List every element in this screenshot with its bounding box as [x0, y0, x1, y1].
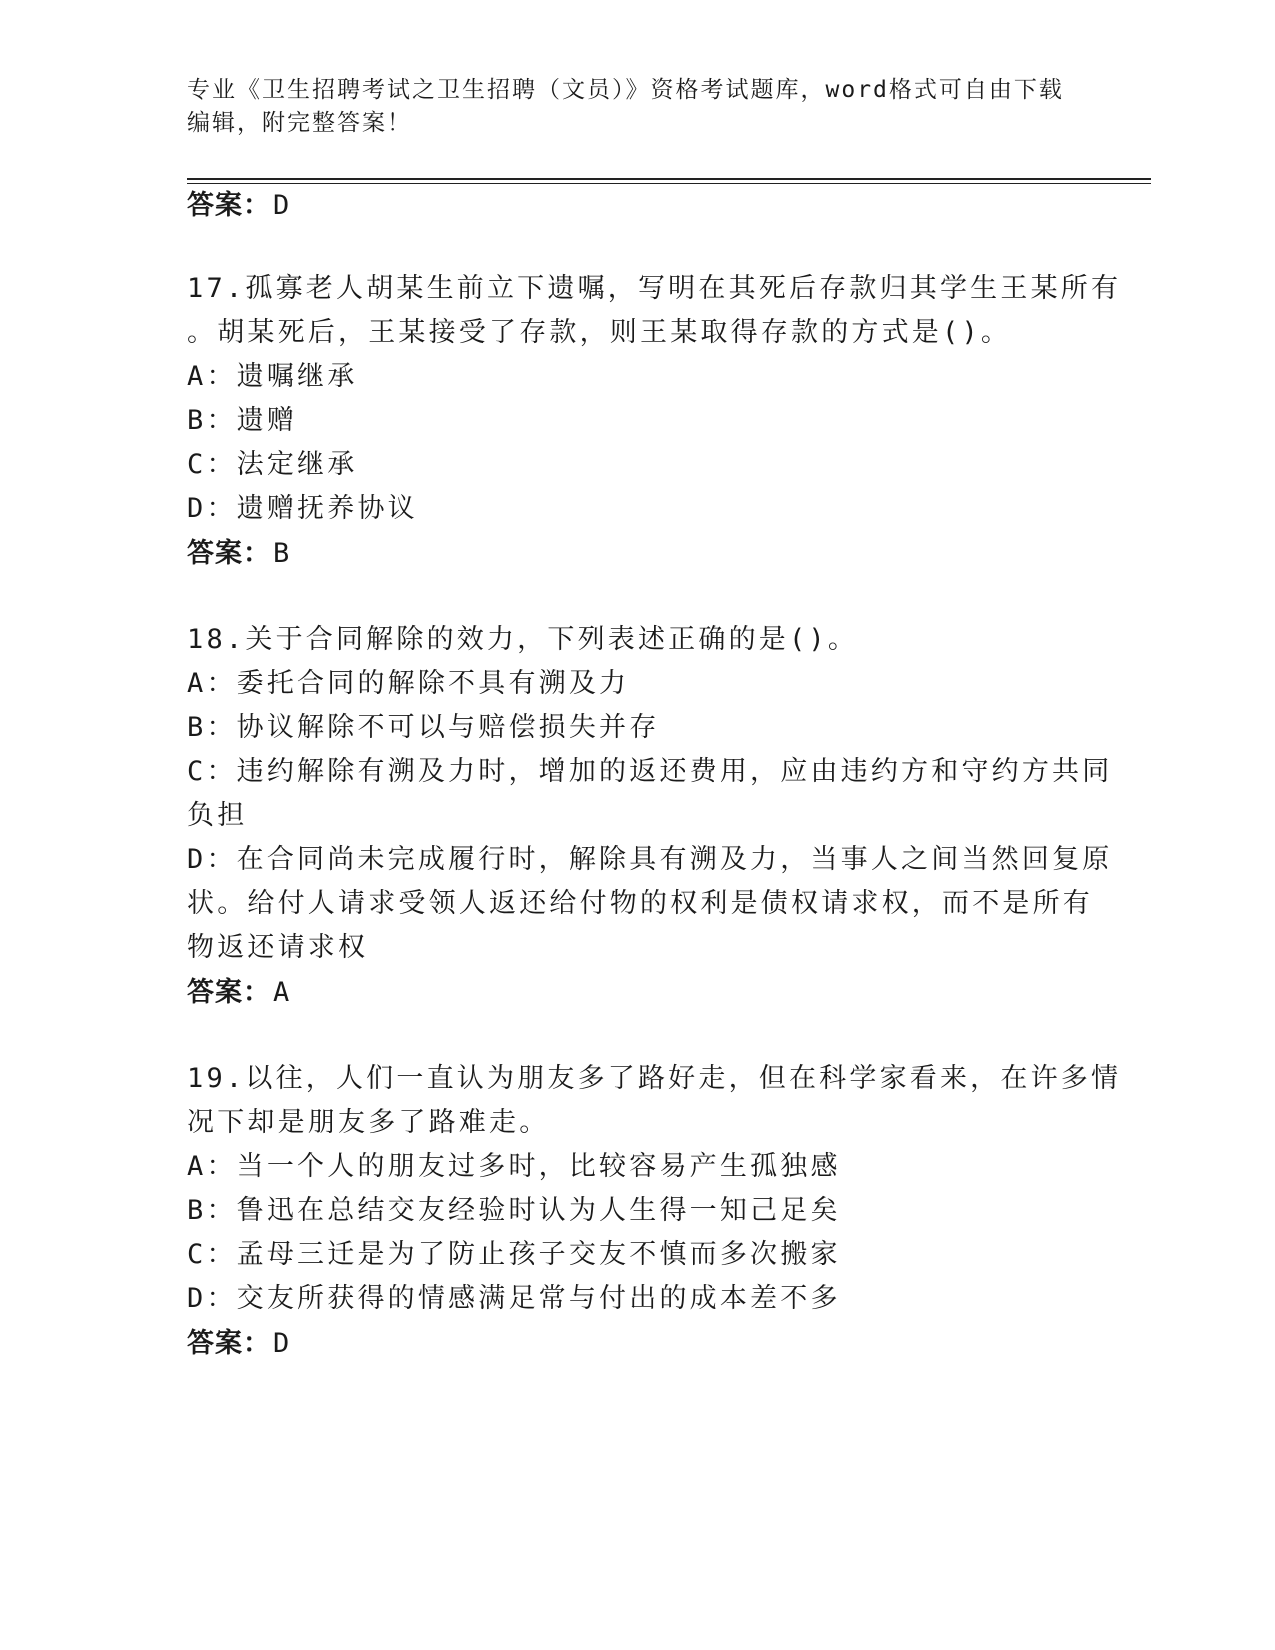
- answer-line-prev: [187, 188, 290, 224]
- question-19-option-a: A：当一个人的朋友过多时，比较容易产生孤独感: [187, 1151, 841, 1182]
- question-19-option-c: C：孟母三迁是为了防止孩子交友不慎而多次搬家: [187, 1239, 841, 1270]
- question-17-option-a: A：遗嘱继承: [187, 361, 358, 392]
- question-19-answer: [187, 1326, 290, 1362]
- question-18-option-d-2: 状。给付人请求受领人返还给付物的权利是债权请求权，而不是所有: [187, 888, 1093, 919]
- question-18-option-b: B：协议解除不可以与赔偿损失并存: [187, 712, 660, 743]
- answer-value: D: [273, 190, 291, 221]
- answer-label: 答案：: [187, 538, 271, 569]
- header-rule-thin: [187, 183, 1151, 184]
- question-18-option-c-2: 负担: [187, 800, 248, 831]
- document-header: [187, 74, 1087, 140]
- question-19-stem-2: 况下却是朋友多了路难走。: [187, 1107, 550, 1138]
- answer-value: A: [273, 977, 291, 1008]
- question-18-stem-1: 18.关于合同解除的效力，下列表述正确的是()。: [187, 624, 859, 655]
- question-19-stem-1: 19.以往，人们一直认为朋友多了路好走，但在科学家看来，在许多情: [187, 1063, 1122, 1094]
- question-18-option-a: A：委托合同的解除不具有溯及力: [187, 668, 630, 699]
- question-19-option-d: D：交友所获得的情感满足常与付出的成本差不多: [187, 1283, 841, 1314]
- question-17-option-b: B：遗赠: [187, 405, 298, 436]
- question-18-answer: [187, 975, 290, 1011]
- question-19-option-b: B：鲁迅在总结交友经验时认为人生得一知己足矣: [187, 1195, 841, 1226]
- question-18-option-d-1: D：在合同尚未完成履行时，解除具有溯及力，当事人之间当然回复原: [187, 844, 1113, 875]
- answer-label: 答案：: [187, 1328, 271, 1359]
- answer-label: 答案：: [187, 977, 271, 1008]
- question-17-answer: [187, 536, 290, 572]
- question-17-stem-2: 。胡某死后，王某接受了存款，则王某取得存款的方式是()。: [187, 317, 1012, 348]
- question-17-stem-1: 17.孤寡老人胡某生前立下遗嘱，写明在其死后存款归其学生王某所有: [187, 273, 1122, 304]
- header-line-2: 编辑，附完整答案！: [187, 110, 412, 136]
- answer-value: D: [273, 1328, 291, 1359]
- header-rule: [187, 178, 1151, 180]
- header-line-1: 专业《卫生招聘考试之卫生招聘（文员）》资格考试题库，word格式可自由下载: [187, 77, 1064, 103]
- question-17-option-c: C：法定继承: [187, 449, 358, 480]
- answer-value: B: [273, 538, 291, 569]
- question-18-option-c-1: C：违约解除有溯及力时，增加的返还费用，应由违约方和守约方共同: [187, 756, 1113, 787]
- question-18-option-d-3: 物返还请求权: [187, 932, 369, 963]
- question-17-option-d: D：遗赠抚养协议: [187, 493, 418, 524]
- answer-label: 答案：: [187, 190, 271, 221]
